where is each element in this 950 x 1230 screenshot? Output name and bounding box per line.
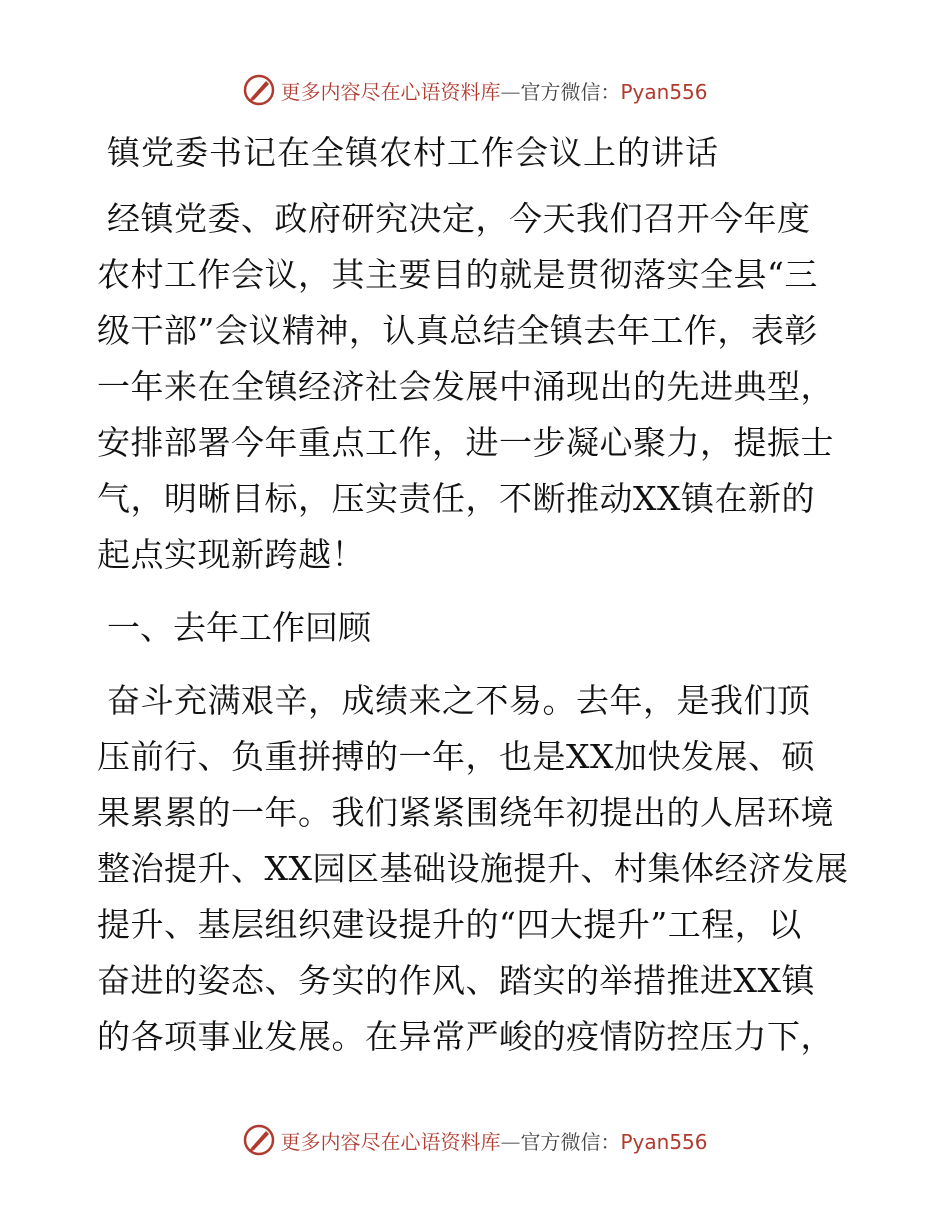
paragraph-line: 农村工作会议，其主要目的就是贯彻落实全县“三 (97, 255, 818, 294)
watermark-text: 更多内容尽在心语资料库—官方微信：Pyan556 (280, 1129, 708, 1154)
paragraph-intro (97, 191, 857, 583)
paragraph-line: 奋斗充满艰辛，成绩来之不易。去年，是我们顶 (107, 681, 811, 720)
paragraph-line: 压前行、负重拼搏的一年，也是XX加快发展、硕 (97, 737, 815, 776)
quill-circle-icon (242, 73, 276, 107)
paragraph-line: 奋进的姿态、务实的作风、踏实的举措推进XX镇 (97, 961, 815, 1000)
paragraph-line: 气，明晰目标，压实责任，不断推动XX镇在新的 (97, 479, 815, 518)
watermark-banner-bottom (0, 1120, 950, 1160)
paragraph-line: 级干部”会议精神，认真总结全镇去年工作，表彰 (97, 311, 818, 350)
paragraph-line: 果累累的一年。我们紧紧围绕年初提出的人居环境 (97, 793, 834, 832)
section-heading: 一、去年工作回顾 (107, 608, 371, 647)
paragraph-line: 经镇党委、政府研究决定，今天我们召开今年度 (107, 199, 811, 238)
paragraph-line: 提升、基层组织建设提升的“四大提升”工程，以 (97, 905, 802, 944)
paragraph-line: 一年来在全镇经济社会发展中涌现出的先进典型， (97, 367, 834, 406)
paragraph-line: 起点实现新跨越！ (97, 535, 365, 574)
paragraph-line: 的各项事业发展。在异常严峻的疫情防控压力下， (97, 1017, 834, 1056)
paragraph-review (97, 673, 857, 1065)
paragraph-line: 整治提升、XX园区基础设施提升、村集体经济发展 (97, 849, 849, 888)
watermark-text: 更多内容尽在心语资料库—官方微信：Pyan556 (280, 79, 708, 104)
document-title: 镇党委书记在全镇农村工作会议上的讲话 (107, 133, 719, 172)
watermark-banner-top (0, 70, 950, 110)
paragraph-line: 安排部署今年重点工作，进一步凝心聚力，提振士 (97, 423, 834, 462)
document-body (97, 120, 857, 1082)
quill-circle-icon (242, 1123, 276, 1157)
